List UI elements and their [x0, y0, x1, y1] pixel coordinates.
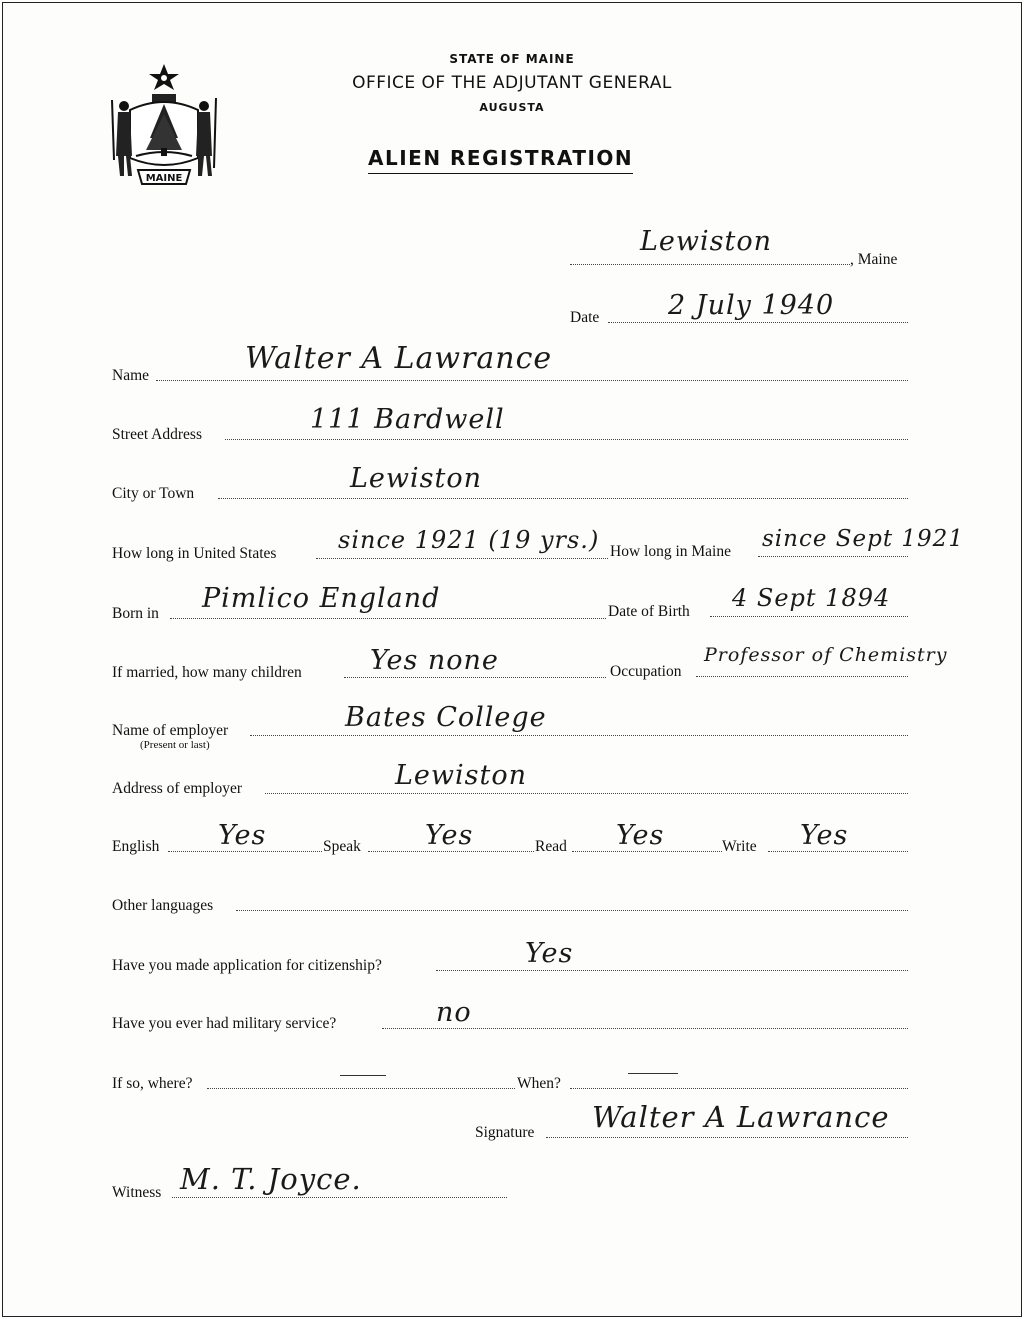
date-label: Date: [570, 309, 600, 326]
where-line: [207, 1088, 515, 1089]
signature-label: Signature: [475, 1124, 535, 1141]
street-value: 111 Bardwell: [310, 404, 505, 435]
witness-label: Witness: [112, 1184, 162, 1201]
military-label: Have you ever had military service?: [112, 1015, 337, 1032]
office-heading: OFFICE OF THE ADJUTANT GENERAL: [352, 73, 672, 93]
married-label: If married, how many children: [112, 664, 302, 681]
where-dash-mark: [340, 1075, 386, 1076]
speak-line: [368, 851, 534, 852]
occupation-value: Professor of Chemistry: [704, 644, 948, 666]
read-value: Yes: [616, 820, 665, 851]
name-value: Walter A Lawrance: [245, 341, 553, 376]
street-line: [225, 439, 908, 440]
date-line: [608, 322, 908, 323]
other-languages-line: [236, 910, 908, 911]
city-heading: AUGUSTA: [479, 101, 545, 114]
write-value: Yes: [800, 820, 849, 851]
dob-line: [710, 616, 908, 617]
born-value: Pimlico England: [202, 583, 441, 614]
born-label: Born in: [112, 605, 159, 622]
speak-label: Speak: [323, 838, 361, 855]
employer-line: [250, 735, 908, 736]
english-value: Yes: [218, 820, 267, 851]
place-line: [570, 264, 850, 265]
english-line: [168, 851, 322, 852]
read-label: Read: [535, 838, 567, 855]
name-label: Name: [112, 367, 150, 384]
employer-address-value: Lewiston: [395, 760, 528, 791]
other-languages-label: Other languages: [112, 897, 214, 914]
signature-line: [546, 1137, 908, 1138]
write-label: Write: [722, 838, 757, 855]
when-label: When?: [517, 1075, 561, 1092]
how-long-us-label: How long in United States: [112, 545, 277, 562]
military-value: no: [436, 997, 472, 1028]
name-line: [156, 380, 908, 381]
married-line: [344, 677, 606, 678]
employer-address-label: Address of employer: [112, 780, 242, 797]
english-label: English: [112, 838, 160, 855]
read-line: [572, 851, 722, 852]
street-label: Street Address: [112, 426, 202, 443]
city-line: [218, 498, 908, 499]
write-line: [768, 851, 908, 852]
how-long-maine-value: since Sept 1921: [762, 526, 964, 552]
employer-sublabel: (Present or last): [140, 739, 210, 751]
military-line: [382, 1028, 908, 1029]
dob-label: Date of Birth: [608, 603, 690, 620]
witness-value: M. T. Joyce.: [180, 1162, 362, 1196]
employer-address-line: [265, 793, 908, 794]
form-title: ALIEN REGISTRATION: [368, 146, 633, 174]
when-line: [570, 1088, 908, 1089]
how-long-maine-label: How long in Maine: [610, 543, 731, 560]
place-value: Lewiston: [640, 226, 773, 257]
how-long-us-line: [316, 558, 608, 559]
employer-label: Name of employer: [112, 722, 229, 739]
occupation-label: Occupation: [610, 663, 682, 680]
where-label: If so, where?: [112, 1075, 193, 1092]
occupation-line: [696, 676, 908, 677]
born-line: [170, 618, 606, 619]
married-value: Yes none: [370, 645, 499, 676]
citizenship-line: [436, 970, 908, 971]
speak-value: Yes: [425, 820, 474, 851]
witness-line: [172, 1197, 507, 1198]
dob-value: 4 Sept 1894: [732, 584, 891, 612]
signature-value: Walter A Lawrance: [592, 1100, 890, 1134]
how-long-us-value: since 1921 (19 yrs.): [338, 526, 600, 554]
date-value: 2 July 1940: [668, 290, 835, 321]
how-long-maine-line: [758, 556, 908, 557]
state-heading: STATE OF MAINE: [449, 52, 575, 66]
citizenship-value: Yes: [525, 938, 574, 969]
when-dash-mark: [628, 1073, 678, 1074]
place-suffix: , Maine: [850, 251, 898, 268]
seal-banner-text: MAINE: [145, 173, 183, 184]
employer-value: Bates College: [345, 702, 547, 733]
citizenship-label: Have you made application for citizenship?: [112, 957, 382, 974]
city-label: City or Town: [112, 485, 195, 502]
city-value: Lewiston: [350, 463, 483, 494]
